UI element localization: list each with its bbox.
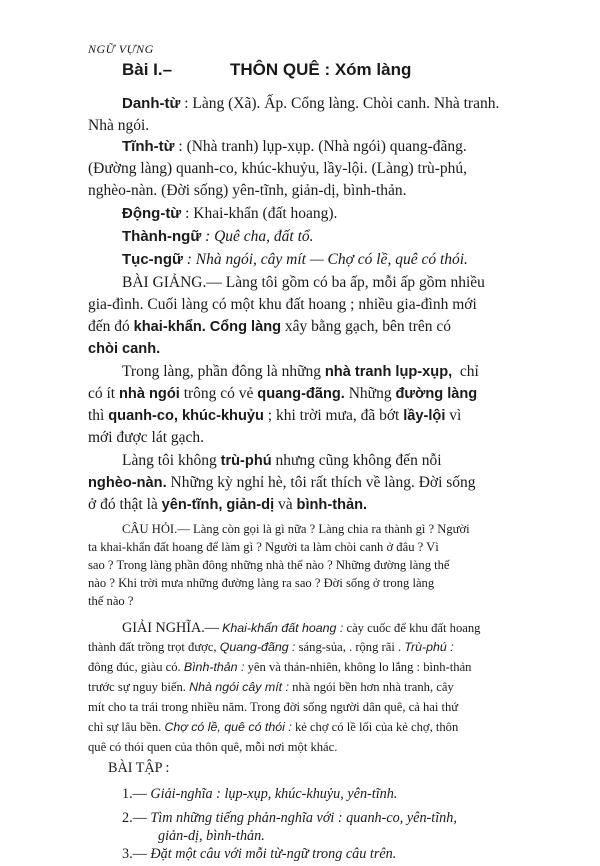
- vocab-verbs: [122, 203, 337, 225]
- lecture-text: có ít: [88, 385, 116, 402]
- lecture-keyword: bình-thản.: [296, 497, 368, 513]
- lecture-line-8: mới được lát gạch.: [88, 429, 205, 446]
- lecture-text: nhưng cũng không đến nỗi: [275, 452, 442, 469]
- exercises-heading: BÀI TẬP :: [108, 760, 170, 776]
- definition-text: đông đúc, giàu có.: [88, 660, 181, 674]
- definition-text: kẻ chợ có lề lối của kẻ chợ, thôn: [294, 720, 459, 734]
- exercise-item-3: [122, 844, 396, 865]
- questions-line-5: thế nào ?: [88, 594, 134, 608]
- definition-term: Trù-phú :: [404, 640, 454, 654]
- lecture-text: Những: [348, 385, 392, 402]
- nouns-text-cont: Nhà ngói.: [88, 117, 150, 134]
- lecture-keyword: chòi canh.: [88, 341, 161, 357]
- exercise-item-1: [122, 784, 397, 805]
- lecture-text: Trong làng, phần đông là những: [122, 363, 321, 380]
- questions-line-2: ta khai-khẩn đất hoang để làm gì ? Người ta làm chòi canh ở đâu ? Vì: [88, 540, 439, 554]
- definition-text: yên và thản-nhiên, không lo lắng : bình-thản: [247, 660, 472, 674]
- definitions-heading: GIẢI NGHĨA.—: [122, 620, 219, 636]
- lecture-line-10: [88, 472, 476, 494]
- exercise-number: 1.—: [122, 786, 147, 802]
- lecture-line-4: [88, 338, 160, 360]
- lecture-keyword: nghèo-nàn.: [88, 475, 167, 491]
- proverbs-label: Tục-ngữ: [122, 251, 183, 268]
- lecture-keyword: Cổng làng: [209, 319, 282, 335]
- definition-text: thành đất trồng trọt được,: [88, 640, 217, 654]
- definition-text: sáng-sủa, . rộng rãi .: [298, 640, 402, 654]
- lecture-line-2: gia-đình. Cuối làng có một khu đất hoang ; nhiều gia-đình mới: [88, 296, 477, 313]
- lecture-line-7: [88, 405, 461, 427]
- verbs-text: : Khai-khẩn (đất hoang).: [185, 205, 338, 222]
- idioms-label: Thành-ngữ: [122, 228, 202, 245]
- lecture-keyword: quang-đãng.: [257, 386, 345, 402]
- lecture-keyword: lầy-lội: [403, 408, 446, 424]
- definitions-line-2: [88, 638, 454, 656]
- lecture-text: Những kỳ nghỉ hè, tôi rất thích về làng. Đời sống: [170, 474, 476, 491]
- adjectives-text-cont2: nghèo-nàn. (Đời sống) yên-tĩnh, giản-dị, bình-thản.: [88, 182, 407, 199]
- lecture-text: chỉ: [459, 363, 479, 380]
- lecture-text: Làng tôi không: [122, 452, 217, 469]
- adjectives-label: Tĩnh-từ: [122, 138, 175, 155]
- lecture-keyword: nhà tranh lụp-xụp,: [324, 364, 453, 380]
- exercise-item-2-cont: giản-dị, bình-thản.: [158, 828, 265, 844]
- definitions-line-4: [88, 678, 454, 696]
- lecture-line-1: [122, 272, 485, 294]
- lecture-text: đến đó: [88, 318, 130, 335]
- definition-text: trước sự nguy biến.: [88, 680, 186, 694]
- definition-text: chỉ sự lâu bền.: [88, 720, 162, 734]
- idioms-text: : Quê cha, đất tổ.: [205, 228, 314, 245]
- definition-term: Khai-khẩn đất hoang :: [222, 621, 344, 635]
- lecture-line-5: [122, 361, 479, 383]
- lecture-keyword: quanh-co, khúc-khuỷu: [108, 408, 264, 424]
- definition-text: cày cuốc để khu đất hoang: [346, 621, 481, 635]
- lecture-keyword: khai-khẩn.: [133, 319, 206, 335]
- adjectives-text-cont: (Đường làng) quanh-co, khúc-khuỷu, lầy-lội. (Làng) trù-phú,: [88, 160, 468, 177]
- lecture-text: Làng tôi gồm có ba ấp, mỗi ấp gồm nhiều: [225, 274, 485, 291]
- definition-term: Nhà ngói cây mít :: [189, 680, 289, 694]
- definition-term: Bình-thản :: [183, 660, 245, 674]
- lecture-line-11: [88, 494, 367, 516]
- exercise-text: Đặt một câu với mỗi từ-ngữ trong câu trên.: [150, 846, 397, 862]
- verbs-label: Động-từ: [122, 205, 182, 222]
- lecture-heading: BÀI GIẢNG.—: [122, 274, 222, 291]
- lecture-line-6: [88, 383, 477, 405]
- lecture-line-3: [88, 316, 451, 338]
- vocab-nouns: [122, 93, 499, 115]
- lecture-text: vì: [449, 407, 462, 424]
- questions-line-4: nào ? Khi trời mưa những đường làng ra sao ? Đời sống ở trong làng: [88, 576, 435, 590]
- definition-term: Chợ có lề, quê có thói :: [164, 720, 292, 734]
- nouns-text: : Làng (Xã). Ấp. Cổng làng. Chòi canh. Nhà tranh.: [184, 95, 500, 112]
- definition-text: nhà ngói bền hơn nhà tranh, cây: [292, 680, 454, 694]
- definitions-line-6: [88, 718, 458, 736]
- questions-line-3: sao ? Trong làng phần đông những nhà thế nào ? Những đường làng thế: [88, 558, 450, 572]
- lecture-text: và: [278, 496, 293, 513]
- adjectives-text: : (Nhà tranh) lụp-xụp. (Nhà ngói) quang-đãng.: [178, 138, 467, 155]
- lecture-text: ; khi trời mưa, đã bớt: [267, 407, 400, 424]
- exercise-number: 2.—: [122, 810, 147, 826]
- lecture-keyword: đường làng: [395, 386, 478, 402]
- lecture-line-9: [122, 450, 442, 472]
- definitions-line-1: [122, 618, 480, 639]
- lecture-text: xây bằng gạch, bên trên có: [284, 318, 452, 335]
- definitions-line-3: [88, 658, 471, 676]
- definitions-line-7: quê có thói quen của thôn quê, mỗi nơi một khác.: [88, 740, 338, 754]
- proverbs-text: : Nhà ngói, cây mít — Chợ có lề, quê có thói.: [186, 251, 468, 268]
- exercise-text: Giải-nghĩa : lụp-xụp, khúc-khuỷu, yên-tĩnh.: [150, 786, 398, 802]
- lecture-keyword: trù-phú: [220, 453, 272, 469]
- exercise-text: Tìm những tiếng phản-nghĩa với : quanh-co, yên-tĩnh,: [150, 810, 457, 826]
- section-header: NGỮ VỰNG: [88, 42, 154, 56]
- definitions-line-5: mít cho ta trái trong nhiều năm. Trong đời sống người dân quê, cả hai thứ: [88, 700, 459, 714]
- lecture-keyword: giản-dị: [226, 497, 275, 513]
- exercise-number: 3.—: [122, 846, 147, 862]
- vocab-idioms: [122, 226, 314, 248]
- lecture-keyword: yên-tĩnh,: [161, 497, 223, 513]
- vocab-proverbs: [122, 249, 468, 271]
- lesson-title: THÔN QUÊ : Xóm làng: [230, 60, 412, 79]
- lecture-text: thì: [88, 407, 105, 424]
- lesson-number: Bài I.–: [122, 60, 173, 79]
- questions-line-1: CÂU HỎI.— Làng còn gọi là gì nữa ? Làng chia ra thành gì ? Người: [122, 522, 470, 536]
- lecture-text: trông có vẻ: [183, 385, 254, 402]
- lecture-text: ở đó thật là: [88, 496, 158, 513]
- vocab-adjectives: [122, 136, 467, 158]
- nouns-label: Danh-từ: [122, 95, 181, 112]
- lecture-keyword: nhà ngói: [119, 386, 180, 402]
- definition-term: Quang-đãng :: [219, 640, 296, 654]
